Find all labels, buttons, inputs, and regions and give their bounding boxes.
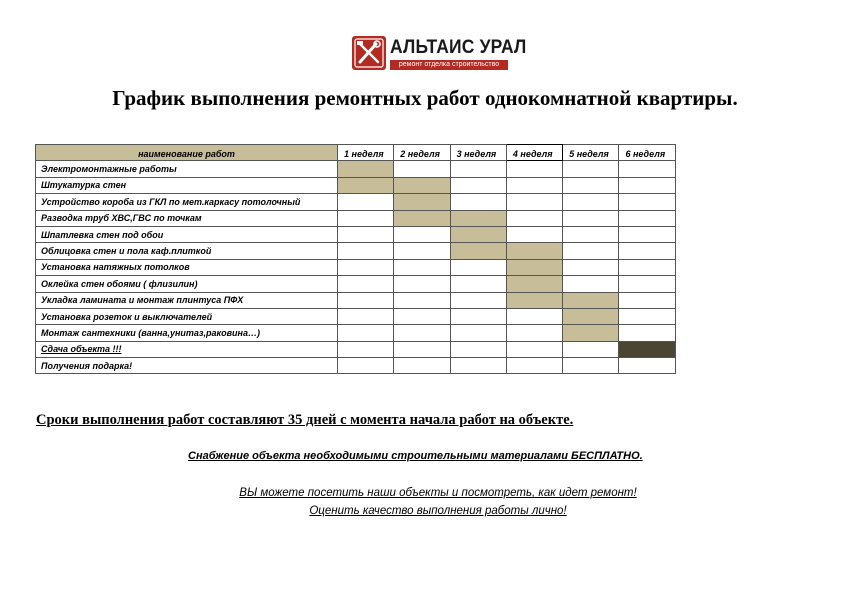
week-cell-filled <box>394 210 450 226</box>
week-cell <box>563 226 619 242</box>
week-cell <box>506 210 562 226</box>
week-cell <box>563 259 619 275</box>
column-header-week: 4 неделя <box>506 145 562 161</box>
task-name: Получения подарка! <box>36 358 338 374</box>
task-name: Оклейка стен обоями ( флизилин) <box>36 276 338 292</box>
week-cell <box>338 259 394 275</box>
week-cell <box>394 243 450 259</box>
column-header-week: 1 неделя <box>338 145 394 161</box>
visit-text-line2: Оценить качество выполнения работы лично! <box>309 505 567 517</box>
week-cell-filled <box>394 194 450 210</box>
week-cell <box>506 194 562 210</box>
week-cell <box>394 325 450 341</box>
week-cell <box>394 358 450 374</box>
week-cell <box>338 292 394 308</box>
task-name: Установка розеток и выключателей <box>36 308 338 324</box>
task-name: Укладка ламината и монтаж плинтуса ПФХ <box>36 292 338 308</box>
week-cell <box>450 325 506 341</box>
schedule-row <box>36 358 676 374</box>
week-cell <box>450 292 506 308</box>
week-cell <box>619 259 675 275</box>
week-cell <box>506 177 562 193</box>
schedule-row <box>36 325 676 341</box>
week-cell-filled <box>506 243 562 259</box>
week-cell <box>619 358 675 374</box>
supply-text: Снабжение объекта необходимыми строительными материалами БЕСПЛАТНО. <box>188 450 643 462</box>
week-cell <box>450 358 506 374</box>
task-name: Шпатлевка стен под обои <box>36 226 338 242</box>
week-cell <box>394 161 450 177</box>
week-cell-filled <box>563 292 619 308</box>
visit-text-line1: ВЫ можете посетить наши объекты и посмотреть, как идет ремонт! <box>239 487 637 499</box>
week-cell <box>619 292 675 308</box>
week-cell-filled <box>338 161 394 177</box>
week-cell <box>450 308 506 324</box>
week-cell <box>563 358 619 374</box>
week-cell <box>563 243 619 259</box>
week-cell-done <box>619 341 675 357</box>
week-cell <box>506 341 562 357</box>
week-cell <box>338 226 394 242</box>
week-cell <box>450 259 506 275</box>
week-cell-filled <box>450 243 506 259</box>
week-cell <box>506 325 562 341</box>
schedule-table <box>35 144 676 374</box>
week-cell <box>338 194 394 210</box>
week-cell <box>506 308 562 324</box>
week-cell <box>338 210 394 226</box>
week-cell <box>450 276 506 292</box>
column-header-week: 5 неделя <box>563 145 619 161</box>
schedule-row <box>36 226 676 242</box>
week-cell <box>394 276 450 292</box>
week-cell <box>619 194 675 210</box>
week-cell <box>450 341 506 357</box>
week-cell <box>619 276 675 292</box>
week-cell <box>394 226 450 242</box>
schedule-row <box>36 177 676 193</box>
week-cell <box>338 276 394 292</box>
column-header-week: 2 неделя <box>394 145 450 161</box>
schedule-row <box>36 276 676 292</box>
week-cell <box>563 161 619 177</box>
week-cell <box>619 325 675 341</box>
company-logo <box>352 36 527 72</box>
schedule-header-row <box>36 145 676 161</box>
task-name: Сдача объекта !!! <box>36 341 338 357</box>
tools-logo-icon <box>352 36 386 70</box>
week-cell <box>619 243 675 259</box>
schedule-row <box>36 341 676 357</box>
week-cell-filled <box>338 177 394 193</box>
task-name: Облицовка стен и пола каф.плиткой <box>36 243 338 259</box>
week-cell <box>338 358 394 374</box>
week-cell <box>338 308 394 324</box>
week-cell <box>506 161 562 177</box>
week-cell <box>563 194 619 210</box>
task-name: Устройство короба из ГКЛ по мет.каркасу потолочный <box>36 194 338 210</box>
task-name: Установка натяжных потолков <box>36 259 338 275</box>
week-cell <box>563 210 619 226</box>
week-cell-filled <box>506 259 562 275</box>
schedule-row <box>36 194 676 210</box>
week-cell <box>338 325 394 341</box>
week-cell <box>338 341 394 357</box>
schedule-row <box>36 243 676 259</box>
terms-text: Сроки выполнения работ составляют 35 дней с момента начала работ на объекте. <box>36 412 574 428</box>
logo-name: АЛЬТАИС УРАЛ <box>390 37 527 58</box>
week-cell-filled <box>450 210 506 226</box>
schedule-row <box>36 292 676 308</box>
week-cell <box>563 341 619 357</box>
schedule-row <box>36 259 676 275</box>
week-cell-filled <box>450 226 506 242</box>
week-cell <box>450 161 506 177</box>
week-cell <box>338 243 394 259</box>
week-cell <box>506 226 562 242</box>
task-name: Штукатурка стен <box>36 177 338 193</box>
week-cell-filled <box>506 292 562 308</box>
week-cell <box>619 161 675 177</box>
week-cell <box>563 177 619 193</box>
week-cell <box>619 226 675 242</box>
schedule-row <box>36 210 676 226</box>
week-cell <box>394 341 450 357</box>
page-title: График выполнения ремонтных работ однокомнатной квартиры. <box>112 86 738 110</box>
task-name: Электромонтажные работы <box>36 161 338 177</box>
week-cell-filled <box>506 276 562 292</box>
week-cell <box>506 358 562 374</box>
week-cell <box>394 292 450 308</box>
schedule-row <box>36 161 676 177</box>
week-cell <box>619 177 675 193</box>
week-cell <box>450 194 506 210</box>
week-cell <box>563 276 619 292</box>
week-cell-filled <box>563 325 619 341</box>
week-cell <box>619 210 675 226</box>
week-cell <box>450 177 506 193</box>
column-header-week: 6 неделя <box>619 145 675 161</box>
logo-tagline: ремонт отделка строительство <box>390 60 508 70</box>
week-cell <box>619 308 675 324</box>
week-cell-filled <box>394 177 450 193</box>
schedule-body <box>36 161 676 374</box>
week-cell <box>394 308 450 324</box>
column-header-week: 3 неделя <box>450 145 506 161</box>
task-name: Монтаж сантехники (ванна,унитаз,раковина…) <box>36 325 338 341</box>
task-name: Разводка труб ХВС,ГВС по точкам <box>36 210 338 226</box>
schedule-row <box>36 308 676 324</box>
week-cell-filled <box>563 308 619 324</box>
column-header-name: наименование работ <box>36 145 338 161</box>
week-cell <box>394 259 450 275</box>
